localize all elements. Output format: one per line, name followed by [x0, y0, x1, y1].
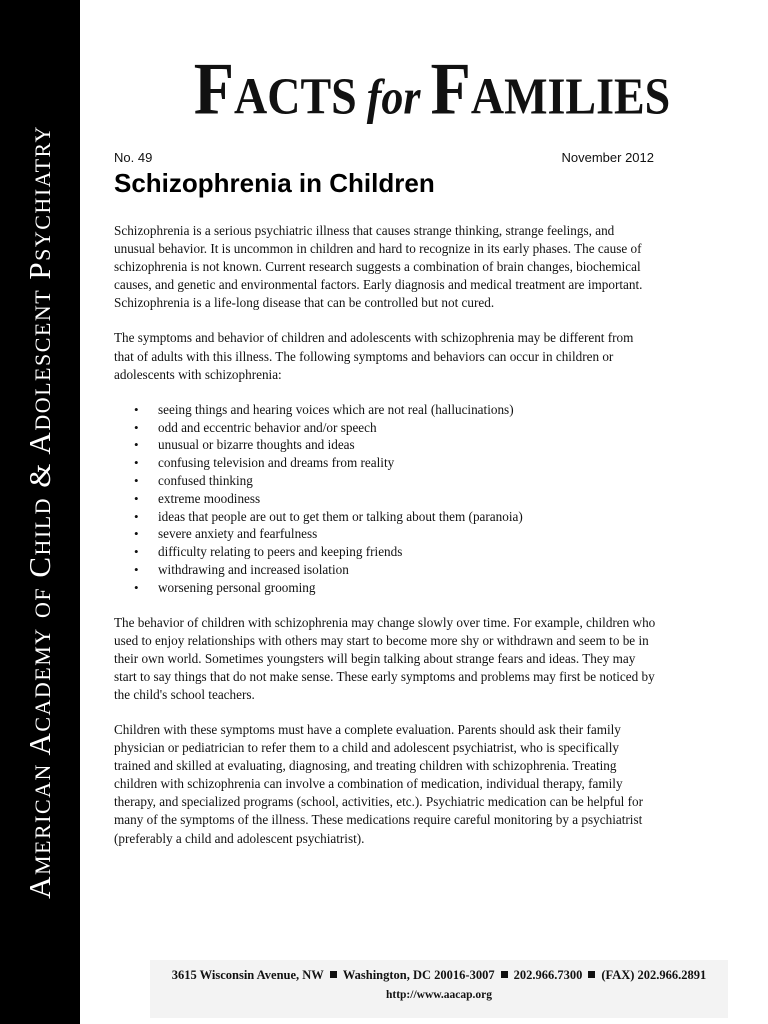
- square-bullet-icon: [588, 971, 595, 978]
- masthead-word-families: Families: [430, 48, 671, 131]
- square-bullet-icon: [330, 971, 337, 978]
- street-address: 3615 Wisconsin Avenue, NW: [171, 968, 324, 982]
- masthead: [138, 40, 726, 140]
- paragraph-symptoms-intro: The symptoms and behavior of children and adolescents with schizophrenia may be different from that of adults with this illness. The following symptoms and behaviors can occur in children or adolescents with schizophrenia:: [114, 330, 634, 382]
- website-link[interactable]: http://www.aacap.org: [385, 989, 493, 1001]
- list-item: • extreme moodiness: [158, 490, 656, 508]
- list-item: • ideas that people are out to get them or talking about them (paranoia): [158, 508, 656, 526]
- list-item: • confused thinking: [158, 472, 656, 490]
- list-item: • odd and eccentric behavior and/or speech: [158, 419, 656, 437]
- list-item: • severe anxiety and fearfulness: [158, 525, 656, 543]
- footer-address-line: [150, 968, 728, 983]
- list-item: • difficulty relating to peers and keeping friends: [158, 543, 656, 561]
- paragraph-intro: Schizophrenia is a serious psychiatric illness that causes strange thinking, strange feelings, and unusual behavior. It is uncommon in children and hard to recognize in its early phases. The cause of schizophrenia is not known. Current research suggests a combination of brain changes, biochemical causes, and genetic and environmental factors. Early diagnosis and medical treatment are important. Schizophrenia is a life-long disease that can be controlled but not cured.: [114, 223, 643, 311]
- organization-name: American Academy of Child & Adolescent Psychiatry: [22, 125, 57, 899]
- square-bullet-icon: [501, 971, 508, 978]
- masthead-title: [194, 47, 671, 132]
- document-body: [114, 222, 656, 865]
- fax-number: (FAX) 202.966.2891: [601, 968, 707, 982]
- phone-number: 202.966.7300: [513, 968, 583, 982]
- symptom-list: [114, 401, 656, 597]
- list-item: • seeing things and hearing voices which are not real (hallucinations): [158, 401, 656, 419]
- issue-date: November 2012: [561, 150, 654, 165]
- masthead-word-for: for: [366, 69, 421, 125]
- list-item: • unusual or bizarre thoughts and ideas: [158, 436, 656, 454]
- footer-contact: [150, 960, 728, 1018]
- issue-number: No. 49: [114, 150, 153, 165]
- document-title: Schizophrenia in Children: [114, 168, 435, 198]
- sidebar-banner: [0, 0, 80, 1024]
- list-item: • withdrawing and increased isolation: [158, 561, 656, 579]
- list-item: • worsening personal grooming: [158, 579, 656, 597]
- masthead-word-facts: Facts: [193, 48, 357, 131]
- list-item: • confusing television and dreams from reality: [158, 454, 656, 472]
- issue-meta: [114, 150, 654, 168]
- city-address: Washington, DC 20016-3007: [342, 968, 495, 982]
- paragraph-evaluation: Children with these symptoms must have a complete evaluation. Parents should ask their family physician or pediatrician to refer them to a child and adolescent psychiatrist, who is specifically trained and skilled at evaluating, diagnosing, and treating children with schizophrenia. Treating children with schizophrenia can involve a combination of medication, individual therapy, family therapy, and specialized programs (school, activities, etc.). Psychiatric medication can be helpful for many of the symptoms of the illness. These medications require careful monitoring by a psychiatrist (preferably a child and adolescent psychiatrist).: [114, 721, 644, 846]
- paragraph-behavior: The behavior of children with schizophrenia may change slowly over time. For example, children who used to enjoy relationships with others may start to become more shy or withdrawn and seem to be in their own world. Sometimes youngsters will begin talking about strange fears and ideas. They may start to say things that do not make sense. These early symptoms and problems may first be noticed by the child's school teachers.: [114, 614, 656, 702]
